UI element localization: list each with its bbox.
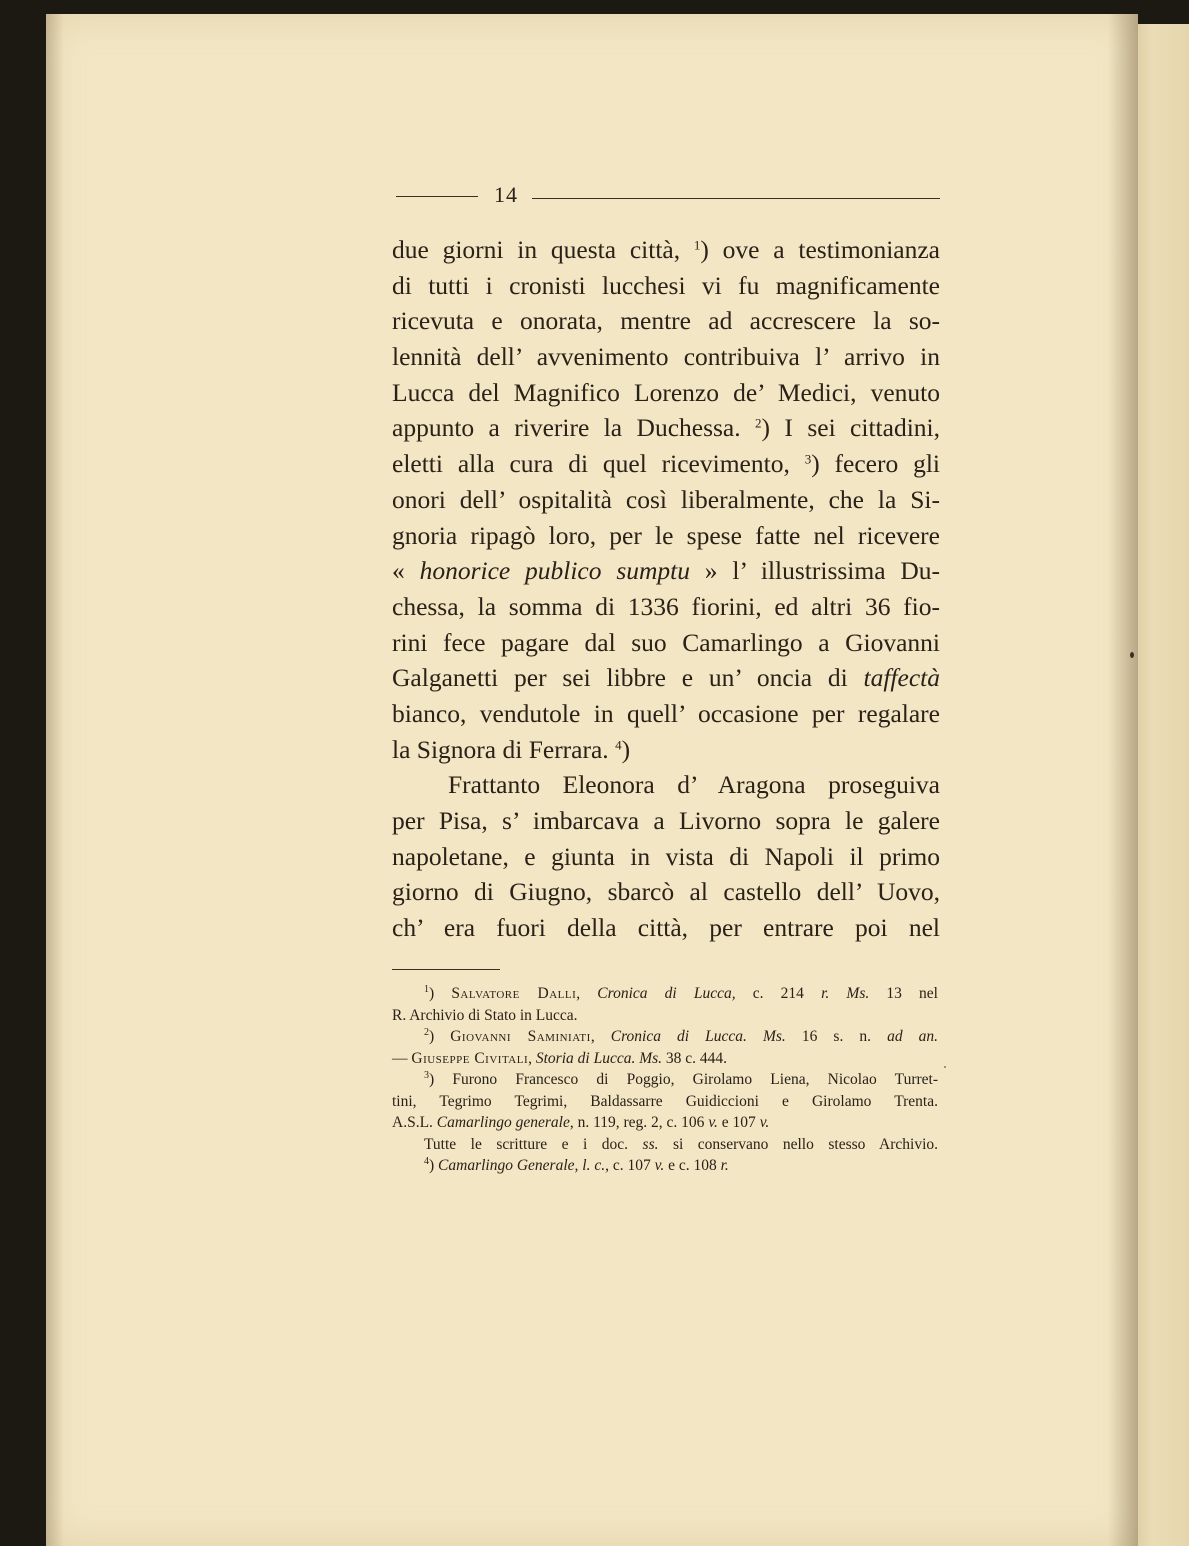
- header-rule-left: [396, 196, 478, 197]
- text-run: , c. 107: [605, 1157, 655, 1174]
- paper-speck: [944, 1066, 946, 1068]
- author-name: Giuseppe Civitali: [411, 1049, 529, 1067]
- text-run: ) Furono Francesco di Poggio, Girolamo Liena, Nicolao Turret-: [429, 1071, 938, 1088]
- footnote-line: [392, 1069, 938, 1091]
- text-run: ,: [590, 1028, 611, 1045]
- footnote-line: [392, 983, 938, 1005]
- text-line: [392, 339, 940, 375]
- text-line: [392, 625, 940, 661]
- text-run: ): [429, 1157, 439, 1174]
- text-line: [392, 589, 940, 625]
- italic-run: v.: [708, 1114, 718, 1131]
- text-run: Tutte le scritture e i doc.: [424, 1135, 643, 1153]
- text-run: gnoria ripagò loro, per le spese fatte nel ricevere: [392, 520, 940, 550]
- text-run: ,: [576, 985, 598, 1002]
- footnote-number: 2: [424, 1027, 429, 1038]
- text-line: [392, 410, 940, 446]
- text-run: eletti alla cura di quel ricevimento,: [392, 449, 805, 479]
- footnote-marker: 1: [693, 237, 701, 253]
- text-run: e c. 108: [664, 1157, 721, 1174]
- text-line: [392, 803, 940, 839]
- text-run: 38 c. 444.: [662, 1049, 728, 1067]
- page-number: 14: [494, 182, 518, 207]
- footnotes-block: [392, 983, 938, 1177]
- text-run: appunto a riverire la Duchessa.: [392, 413, 756, 443]
- footnote-number: 3: [424, 1070, 429, 1081]
- footnote-line: [392, 1155, 938, 1177]
- text-run: , n. 119, reg. 2, c. 106: [569, 1114, 709, 1131]
- text-line: [392, 696, 940, 732]
- text-run: lennità dell’ avvenimento contribuiva l’ arrivo in: [392, 342, 940, 372]
- header-rule-right: [532, 198, 940, 199]
- page-gutter-shadow: [1108, 14, 1138, 1546]
- text-run: Lucca del Magnifico Lorenzo de’ Medici, venuto: [392, 377, 940, 407]
- text-line: [392, 518, 940, 554]
- text-line: [392, 232, 940, 268]
- text-run: ): [621, 734, 631, 764]
- italic-run: v.: [654, 1157, 665, 1174]
- text-run: e 107: [717, 1114, 760, 1131]
- text-line: [392, 660, 940, 696]
- text-line: [392, 268, 940, 304]
- text-run: bianco, vendutole in quell’ occasione per regalare: [392, 698, 940, 728]
- italic-run: honorice publico sumptu: [419, 556, 690, 586]
- author-name: Salvatore Dalli: [451, 985, 577, 1002]
- text-run: c. 214: [735, 985, 822, 1002]
- text-run: giorno di Giugno, sbarcò al castello dell’ Uovo,: [392, 877, 940, 907]
- text-run: ch’ era fuori della città, per entrare poi nel: [392, 913, 940, 943]
- text-line: [392, 767, 940, 803]
- footnote-line: [392, 1112, 938, 1134]
- text-line: [392, 446, 940, 482]
- text-run: A.S.L.: [392, 1114, 437, 1131]
- text-run: —: [392, 1049, 412, 1067]
- author-name: Giovanni Saminiati: [450, 1028, 591, 1045]
- text-run: di tutti i cronisti lucchesi vi fu magnificamente: [392, 270, 940, 300]
- italic-run: v.: [759, 1114, 770, 1131]
- text-run: «: [392, 556, 420, 586]
- text-line: [392, 375, 940, 411]
- footnote-line: [392, 1026, 938, 1048]
- text-run: ) I sei cittadini,: [761, 413, 940, 443]
- text-run: ) fecero gli: [811, 449, 940, 479]
- text-run: ): [429, 1028, 451, 1045]
- footnote-marker: 4: [615, 737, 622, 753]
- text-run: si conservano nello stesso Archivio.: [658, 1135, 938, 1153]
- footnote-marker: 3: [804, 451, 812, 467]
- text-run: ) ove a testimonianza: [700, 235, 940, 264]
- text-run: ,: [528, 1049, 536, 1067]
- italic-run: taffectà: [863, 663, 940, 693]
- text-line: [392, 482, 940, 518]
- text-run: per Pisa, s’ imbarcava a Livorno sopra le galere: [392, 806, 940, 835]
- text-run: rini fece pagare dal suo Camarlingo a Giovanni: [392, 627, 940, 657]
- running-header: [396, 182, 942, 212]
- text-run: chessa, la somma di 1336 fiorini, ed altri 36 fio-: [392, 591, 940, 621]
- text-run: 16 s. n.: [785, 1028, 888, 1045]
- italic-run: Storia di Lucca. Ms.: [535, 1049, 663, 1067]
- footnote-number: 4: [424, 1156, 429, 1167]
- text-run: ricevuta e onorata, mentre ad accrescere la so-: [392, 306, 940, 336]
- italic-run: r.: [720, 1157, 729, 1174]
- text-run: » l’ illustrissima Du-: [690, 556, 941, 586]
- text-run: tini, Tegrimo Tegrimi, Baldassarre Guidiccioni e Girolamo Trenta.: [392, 1092, 938, 1110]
- italic-run: Cronica di Lucca. Ms.: [610, 1028, 786, 1045]
- italic-run: ss.: [642, 1135, 659, 1153]
- italic-run: ad an.: [887, 1028, 938, 1045]
- text-run: Frattanto Eleonora d’ Aragona proseguiva: [448, 770, 940, 800]
- text-run: Galganetti per sei libbre e un’ oncia di: [392, 663, 864, 693]
- text-line: [392, 839, 940, 875]
- paper-speck: [1130, 652, 1134, 658]
- text-run: napoletane, e giunta in vista di Napoli il primo: [392, 841, 940, 871]
- footnote-separator: [392, 969, 500, 970]
- footnote-line: [392, 1005, 938, 1027]
- text-run: R. Archivio di Stato in Lucca.: [392, 1006, 578, 1024]
- text-run: ): [429, 985, 452, 1002]
- text-line: [392, 553, 940, 589]
- text-line: [392, 874, 940, 910]
- footnote-line: [392, 1091, 938, 1113]
- footnote-line: [392, 1134, 938, 1156]
- footnote-number: 1: [424, 984, 429, 995]
- text-line: [392, 303, 940, 339]
- main-text-block: [392, 232, 940, 946]
- italic-run: Camarlingo generale: [436, 1114, 570, 1131]
- text-run: onori dell’ ospitalità così liberalmente, che la Si-: [392, 484, 940, 514]
- text-line: [392, 732, 940, 768]
- footnote-line: [392, 1048, 938, 1070]
- page-left-shadow: [46, 14, 64, 1546]
- italic-run: Cronica di Lucca,: [597, 985, 736, 1002]
- footnote-marker: 2: [755, 416, 762, 431]
- text-run: 13 nel: [869, 985, 938, 1002]
- text-run: la Signora di Ferrara.: [392, 734, 616, 764]
- italic-run: r. Ms.: [821, 985, 870, 1002]
- italic-run: Camarlingo Generale, l. c.: [438, 1157, 606, 1174]
- text-run: due giorni in questa città,: [392, 235, 694, 264]
- text-line: [392, 910, 940, 946]
